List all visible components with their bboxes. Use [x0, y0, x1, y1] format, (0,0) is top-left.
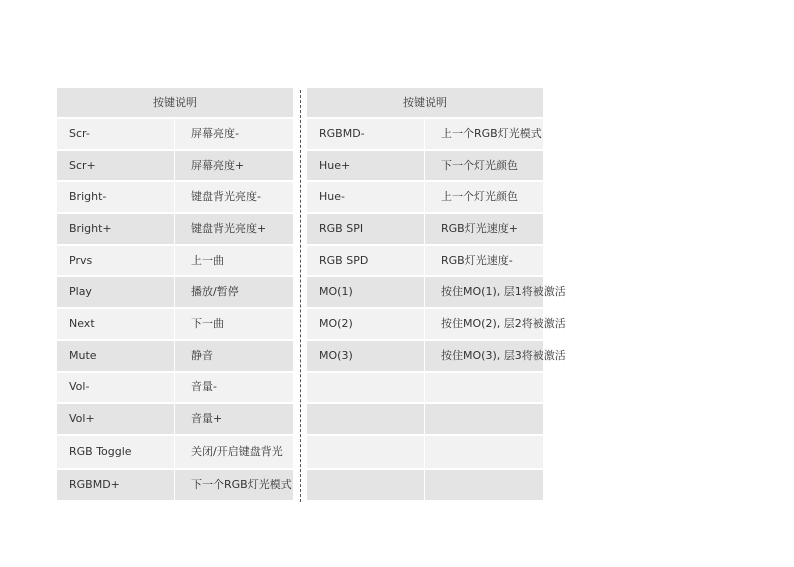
- key-cell: Vol+: [57, 404, 175, 436]
- table-row: [307, 214, 543, 246]
- key-cell: [307, 436, 425, 470]
- key-table-right: [307, 88, 566, 502]
- key-cell: RGB SPI: [307, 214, 425, 246]
- key-cell: Next: [57, 309, 175, 341]
- key-cell: [307, 404, 425, 436]
- table-row: [307, 341, 543, 373]
- table-header-row: [57, 88, 293, 119]
- table-row: [57, 470, 293, 502]
- table-header: 按键说明: [57, 88, 293, 119]
- table-row: [57, 119, 293, 151]
- table-row: [57, 151, 293, 183]
- description-cell: 上一曲: [175, 246, 293, 278]
- description-cell: 下一曲: [175, 309, 293, 341]
- table-row: [307, 404, 543, 436]
- description-cell: 按住MO(1), 层1将被激活: [425, 277, 543, 309]
- table-row: [57, 246, 293, 278]
- key-cell: Hue+: [307, 151, 425, 183]
- key-cell: Vol-: [57, 373, 175, 405]
- key-cell: Mute: [57, 341, 175, 373]
- key-cell: RGB SPD: [307, 246, 425, 278]
- key-cell: RGBMD+: [57, 470, 175, 502]
- description-cell: [425, 470, 543, 502]
- table-header-row: [307, 88, 543, 119]
- table-row: [57, 214, 293, 246]
- description-cell: [425, 404, 543, 436]
- key-table-left: [57, 88, 293, 502]
- description-cell: 按住MO(3), 层3将被激活: [425, 341, 543, 373]
- description-cell: RGB灯光速度-: [425, 246, 543, 278]
- description-cell: 上一个灯光颜色: [425, 182, 543, 214]
- table-row: [307, 246, 543, 278]
- table-row: [57, 436, 293, 470]
- description-cell: 静音: [175, 341, 293, 373]
- key-cell: Hue-: [307, 182, 425, 214]
- description-cell: RGB灯光速度+: [425, 214, 543, 246]
- key-cell: RGBMD-: [307, 119, 425, 151]
- table-row: [57, 309, 293, 341]
- table-row: [307, 436, 543, 470]
- table-row: [57, 373, 293, 405]
- key-cell: Prvs: [57, 246, 175, 278]
- description-cell: 按住MO(2), 层2将被激活: [425, 309, 543, 341]
- table-row: [57, 277, 293, 309]
- table-row: [307, 309, 543, 341]
- table-row: [307, 277, 543, 309]
- table-row: [57, 341, 293, 373]
- key-cell: Bright-: [57, 182, 175, 214]
- description-cell: 关闭/开启键盘背光: [175, 436, 293, 470]
- table-row: [307, 373, 543, 405]
- key-cell: Scr-: [57, 119, 175, 151]
- description-cell: 屏幕亮度+: [175, 151, 293, 183]
- description-cell: 上一个RGB灯光模式: [425, 119, 543, 151]
- key-cell: MO(3): [307, 341, 425, 373]
- table-row: [57, 404, 293, 436]
- description-cell: 音量-: [175, 373, 293, 405]
- table-row: [307, 182, 543, 214]
- table-row: [307, 151, 543, 183]
- dashed-divider: [300, 90, 301, 502]
- key-cell: MO(1): [307, 277, 425, 309]
- key-cell: [307, 373, 425, 405]
- key-cell: RGB Toggle: [57, 436, 175, 470]
- description-cell: 屏幕亮度-: [175, 119, 293, 151]
- description-cell: 键盘背光亮度+: [175, 214, 293, 246]
- table-row: [57, 182, 293, 214]
- description-cell: 下一个灯光颜色: [425, 151, 543, 183]
- table-row: [307, 119, 543, 151]
- key-cell: Scr+: [57, 151, 175, 183]
- key-cell: Bright+: [57, 214, 175, 246]
- description-cell: [425, 373, 543, 405]
- description-cell: 键盘背光亮度-: [175, 182, 293, 214]
- key-cell: MO(2): [307, 309, 425, 341]
- description-cell: 播放/暂停: [175, 277, 293, 309]
- key-cell: Play: [57, 277, 175, 309]
- description-cell: 下一个RGB灯光模式: [175, 470, 293, 502]
- table-header: 按键说明: [307, 88, 543, 119]
- table-row: [307, 470, 543, 502]
- key-cell: [307, 470, 425, 502]
- description-cell: 音量+: [175, 404, 293, 436]
- description-cell: [425, 436, 543, 470]
